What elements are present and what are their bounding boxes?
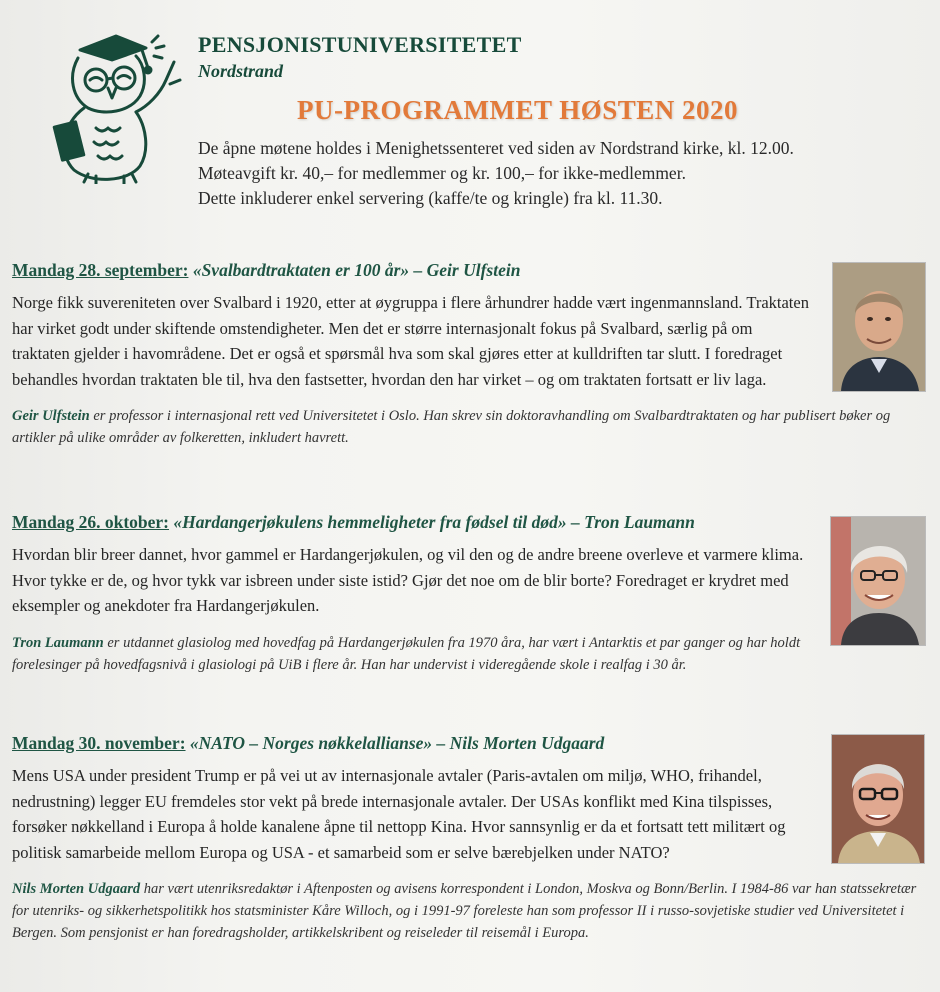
owl-logo-icon (44, 28, 184, 184)
speaker-photo-tron-laumann (830, 516, 926, 646)
event-heading (12, 733, 820, 754)
speaker-photo-geir-ulfstein (832, 262, 926, 392)
event-heading (12, 260, 812, 281)
event-description: Mens USA under president Trump er på vei ut av internasjonale avtaler (Paris-avtalen om miljø, WHO, frihandel, nedrustning) legger EU fremdeles stor vekt på brede internasjonale avtaler. Der USAs konflikt med Kina tilspisses, forsøker nøkkelland i Europa å holde kanalene åpne til nettopp Kina. Hvor sannsynlig er da et fortsatt tett militært og politisk samarbeide mellom Europa og USA - et samarbeid som er selve bærebjelken under NATO? (12, 766, 786, 862)
event-topic: «NATO – Norges nøkkelallianse» (189, 733, 433, 753)
event-speaker: – Tron Laumann (571, 512, 695, 532)
event-november (12, 733, 917, 944)
bio-text: har vært utenriksredaktør i Aftenposten og avisens korrespondent i London, Moskva og Bonn/Berlin. I 1984-86 var han statssekretær for utenriks- og sikkerhetspolitikk hos statsminister Kåre Willoch, og i 1991-97 foreleste han som professor II i russo-sovjetiske studier ved Universitetet i Bergen. Som pensjonist er han foredragsholder, artikkelskribent og reiseleder til reisemål i Europa. (12, 881, 917, 941)
event-date: Mandag 30. november: (12, 733, 186, 753)
event-september (12, 260, 891, 449)
bio-text: er professor i internasjonal rett ved Universitetet i Oslo. Han skrev sin doktoravhandling om Svalbardtraktaten og har publisert bøker og artikler på ulike områder av folkeretten, inkludert havrett. (12, 408, 891, 446)
event-description: Hvordan blir breer dannet, hvor gammel er Hardangerjøkulen, og vil den og de andre breene overleve et varmere klima. Hvor tykke er de, og hvor tykk var isbreen under siste istid? Gjør det noe om de blir borte? Foredraget er krydret med eksempler og anekdoter fra Hardangerjøkulen. (12, 545, 804, 615)
intro-line: Dette inkluderer enkel servering (kaffe/te og kringle) fra kl. 11.30. (198, 188, 663, 208)
speaker-bio (12, 878, 920, 944)
event-october (12, 512, 820, 676)
speaker-bio (12, 632, 812, 676)
bio-text: er utdannet glasiolog med hovedfag på Hardangerjøkulen fra 1970 åra, har vært i Antarktis et par ganger og har holdt forelesinger på hovedfagsnivå i glasiologi på UiB i flere år. Han har undervist i videregående skole i realfag i 30 år. (12, 634, 801, 673)
bio-name: Geir Ulfstein (12, 408, 90, 424)
event-date: Mandag 28. september: (12, 260, 189, 280)
org-subtitle: Nordstrand (198, 61, 284, 81)
intro-text (198, 136, 918, 211)
bio-name: Nils Morten Udgaard (12, 881, 141, 897)
program-title: PU-PROGRAMMET HØSTEN 2020 (297, 95, 739, 125)
event-speaker: – Nils Morten Udgaard (436, 733, 605, 753)
speaker-photo-nils-morten-udgaard (831, 734, 925, 864)
event-heading (12, 512, 820, 533)
bio-name: Tron Laumann (12, 634, 104, 651)
event-speaker: – Geir Ulfstein (413, 260, 521, 280)
event-description: Norge fikk suvereniteten over Svalbard i 1920, etter at øygruppa i flere århundrer hadde vært ingenmannsland. Traktaten har virket godt under skiftende omstendigheter. Men det er større internasjonalt fokus på Svalbard, særlig på om traktaten gjelder i havområdene. Det er også et spørsmål hva som skal gjøres etter at kulldriften tar slutt. I foredraget behandles hvordan traktaten ble til, hva den fastsetter, hvordan den har virket – og om traktaten fortsatt er liv laga. (12, 293, 809, 389)
speaker-bio (12, 405, 917, 449)
event-topic: «Svalbardtraktaten er 100 år» (192, 260, 410, 280)
intro-line: Møteavgift kr. 40,– for medlemmer og kr. 100,– for ikke-medlemmer. (198, 163, 686, 183)
org-name: PENSJONISTUNIVERSITETET (198, 32, 522, 57)
event-date: Mandag 26. oktober: (12, 512, 170, 532)
event-topic: «Hardangerjøkulens hemmeligheter fra fødsel til død» (173, 512, 567, 532)
intro-line: De åpne møtene holdes i Menighetssenteret ved siden av Nordstrand kirke, kl. 12.00. (198, 138, 794, 158)
